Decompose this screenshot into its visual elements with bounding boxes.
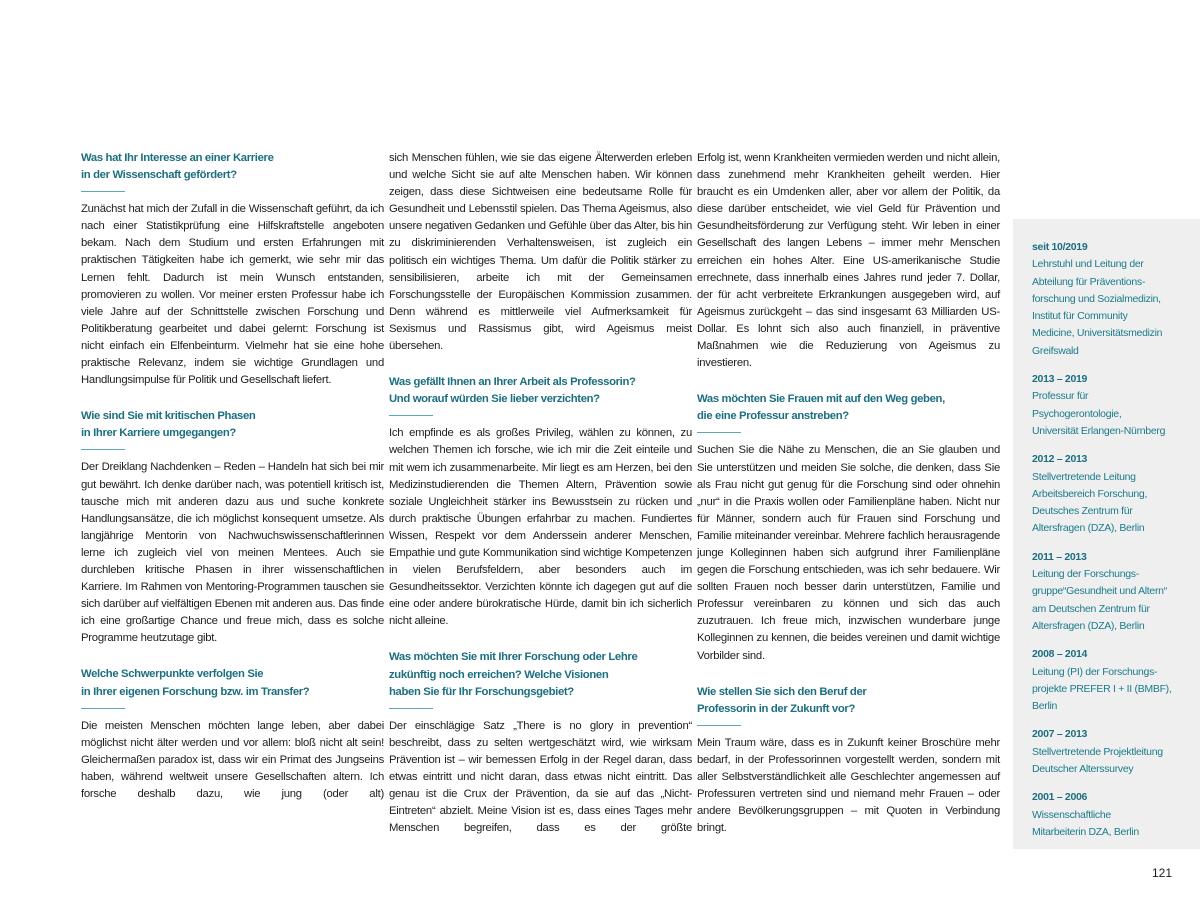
answer-text: Suchen Sie die Nähe zu Menschen, die an Sie glauben und Sie unterstützen und meiden Sie solche, die denken, dass Sie als Frau nicht gut genug für die Forschung sind oder ohnehin „nur“ in die Praxis wollen oder Familienpläne haben. Nicht nur für Männer, sondern auch für Frauen sind Forschung und Familie miteinander vereinbar. Mehrere fachlich herausragende junge Kolleginnen haben sich aufgrund ihrer Familienpläne gegen die Forschung entschieden, was ich sehr bedauere. Wir sollten Frauen noch besser darin unterstützen, Familie und Professur vereinbaren zu können und sich das auch zuzutrauen. Ich freue mich, inzwischen wunderbare junge Kolleginnen zu kennen, die beides vereinen und damit wichtige Vorbilder sind. [697,444,1000,662]
interview-section [81,408,384,647]
cv-entry [1032,726,1197,778]
cv-description: Stellvertretende Projektleitung Deutscher Alterssurvey [1032,745,1163,776]
heading-rule [81,191,125,192]
heading-rule [697,432,741,433]
answer-text-continued: sich Menschen fühlen, wie sie das eigene Älterwerden erleben und welche Sicht sie auf alte Menschen haben. Wir können zeigen, dass diese Sichtweisen eine bedeutsame Rolle für Gesundheit und Lebensstil spielen. Das Thema Ageismus, also unsere negativen Gedanken und Gefühle über das Alter, bis hin zu diskriminierenden Verhaltensweisen, ist zugleich ein politisch ein wichtiges Thema. Um dafür die Politik stärker zu sensibilisieren, arbeite ich mit der Gemeinsamen Forschungsstelle der Europäischen Kommission zusammen. Denn während es mittlerweile viel Aufmerksamkeit für Sexismus und Rassismus gibt, wird Ageismus meist übersehen. [389,152,692,353]
cv-entry [1032,371,1197,440]
cv-description: Lehrstuhl und Leitung der Abteilung für Präventions- forschung und Sozialmedizin, Institut für Community Medicine, Universitätsmedizin Greifswald [1032,258,1163,357]
heading-rule [389,708,433,709]
cv-entry [1032,789,1197,841]
cv-list [1032,239,1197,852]
heading-rule [389,415,433,416]
cv-description: Leitung (PI) der Forschungs- projekte PREFER I + II (BMBF), Berlin [1032,665,1172,713]
cv-description: Wissenschaftliche Mitarbeiterin DZA, Berlin [1032,808,1139,838]
question-heading: Wie sind Sie mit kritischen Phasen in Ihrer Karriere umgegangen? [81,410,256,440]
answer-text: Zunächst hat mich der Zufall in die Wissenschaft geführt, da ich nach einer Statistikprüfung eine Hilfskraftstelle angeboten bekam. Nach dem Studium und ersten Erfahrungen mit praktischen Tätigkeiten habe ich gemerkt, wie sehr mir das Lernen fehlt. Dadurch ist mein Wunsch entstanden, promovieren zu wollen. Vor meiner ersten Professur habe ich viele Jahre auf der Schnittstelle zwischen Forschung und Politikberatung gearbeitet und dabei gelernt: Forschung ist nicht einfach ein Elfenbeinturm. Vielmehr hat sie eine hohe praktische Relevanz, indem sie wichtige Grundlagen und Handlungsimpulse für Politik und Gesellschaft liefert. [81,203,384,387]
interview-section [697,391,1000,664]
heading-rule [81,449,125,450]
cv-description: Leitung der Forschungs- gruppe“Gesundheit und Altern“ am Deutschen Zentrum für Altersfragen (DZA), Berlin [1032,568,1167,632]
page-number: 121 [1152,866,1173,880]
question-heading: Was gefällt Ihnen an Ihrer Arbeit als Professorin? Und worauf würden Sie lieber verzichten? [389,376,636,406]
cv-period: seit 10/2019 [1032,241,1088,253]
answer-text: Der Dreiklang Nachdenken – Reden – Handeln hat sich bei mir gut bewährt. Ich denke darüber nach, was potentiell kritisch ist, tausche mich mit anderen dazu aus und suche konkrete Handlungsansätze, die ich möglichst konsequent umsetze. Als langjährige Mentorin von Nachwuchswissenschaftlerinnen lerne ich zugleich viel von meinen Mentees. Auch sie durchleben kritische Phasen in ihrer wissenschaftlichen Karriere. Im Rahmen von Mentoring-Programmen tauschen sie sich darüber auf vielfältigen Ebenen mit anderen aus. Das finde ich eine großartige Chance und freue mich, dass es solche Programme heutzutage gibt. [81,461,384,645]
text-column-3 [697,150,1000,856]
interview-section [389,649,692,837]
interview-section [697,684,1000,838]
question-heading: Was hat Ihr Interesse an einer Karriere in der Wissenschaft gefördert? [81,152,274,182]
answer-text: Die meisten Menschen möchten lange leben, aber dabei möglichst nicht älter werden und vor allem: bloß nicht alt sein! Gleichermaßen paradox ist, dass wir ein Primat des Jungseins haben, während weltweit unsere Gesellschaften altern. Ich forsche deshalb dazu, wie jung (oder alt) [81,719,384,800]
cv-description: Stellvertretende Leitung Arbeitsbereich Forschung, Deutsches Zentrum für Altersfragen (DZA), Berlin [1032,470,1148,535]
text-column-1 [81,150,384,822]
cv-entry [1032,646,1197,715]
answer-text-continued: Erfolg ist, wenn Krankheiten vermieden werden und nicht allein, dass zunehmend mehr Krankheiten geheilt werden. Hier braucht es ein Umdenken aller, aber vor allem der Politik, da diese darüber entscheidet, wie viel Geld für Prävention und Gesundheitsförderung zur Verfügung steht. Wir leben in einer Gesellschaft des langen Lebens – immer mehr Menschen erreichen ein hohes Alter. Eine US-amerikanische Studie errechnete, dass innerhalb eines Jahres rund jeder 7. Dollar, der für acht verbreitete Erkrankungen ausgegeben wird, auf Ageismus zurückgeht – das sind insgesamt 63 Milliarden US-Dollar. Es lohnt sich also auch finanziell, in präventive Maßnahmen wie die Reduzierung von Ageismus zu investieren. [697,152,1000,370]
answer-text: Mein Traum wäre, dass es in Zukunft keiner Broschüre mehr bedarf, in der Professorinnen vorgestellt werden, sondern mit aller Selbstverständlichkeit alle Geschlechter angemessen auf Professuren vertreten sind und niemand mehr Frauen – oder andere Bevölkerungsgruppen – mit Quoten in Verbindung bringt. [697,736,1000,835]
cv-period: 2013 – 2019 [1032,373,1088,386]
cv-period: 2001 – 2006 [1032,791,1088,804]
text-column-2 [389,150,692,856]
question-heading: Welche Schwerpunkte verfolgen Sie in Ihrer eigenen Forschung bzw. im Transfer? [81,668,310,698]
cv-sidebar [1013,219,1200,849]
cv-description: Professur für Psychogerontologie, Universität Erlangen-Nürnberg [1032,390,1166,437]
cv-entry [1032,549,1197,635]
cv-period: 2007 – 2013 [1032,728,1088,741]
question-heading: Was möchten Sie Frauen mit auf den Weg geben, die eine Professur anstreben? [697,393,945,423]
interview-section [81,150,384,389]
heading-rule [81,708,125,709]
interview-section [81,666,384,803]
cv-period: 2008 – 2014 [1032,648,1088,661]
answer-text: Ich empfinde es als großes Privileg, wählen zu können, zu welchen Themen ich forsche, wie ich mir die Zeit einteile und mit wem ich zusammenarbeite. Mir liegt es am Herzen, bei den Medizinstudierenden die Themen Altern, Prävention sowie soziale Ungleichheit stärker ins Bewusstsein zu rücken und durch praktische Übungen erfahrbar zu machen. Fundiertes Wissen, Respekt vor dem Anderssein anderer Menschen, Empathie und gute Kommunikation sind wichtige Kompetenzen in vielen Berufsfeldern, aber besonders auch im Gesundheitssektor. Verzichten könnte ich dagegen gut auf die eine oder andere bürokratische Hürde, damit bin ich sicherlich nicht alleine. [389,427,692,628]
answer-text: Der einschlägige Satz „There is no glory in prevention“ beschreibt, dass zu selten wertgeschätzt wird, wie wirksam Prävention ist – wir bemessen Erfolg in der Regel daran, dass etwas eintritt und nicht daran, dass etwas nicht eintritt. Das genau ist die Crux der Prävention, da sie auf das „Nicht-Eintreten“ abzielt. Meine Vision ist es, dass eines Tages mehr Menschen begreifen, dass es der größte [389,719,692,835]
cv-entry [1032,451,1197,537]
question-heading: Wie stellen Sie sich den Beruf der Professorin in der Zukunft vor? [697,685,867,715]
cv-entry [1032,239,1197,360]
heading-rule [697,725,741,726]
cv-period: 2012 – 2013 [1032,453,1088,466]
interview-section [389,374,692,630]
cv-period: 2011 – 2013 [1032,550,1087,563]
question-heading: Was möchten Sie mit Ihrer Forschung oder Lehre zukünftig noch erreichen? Welche Visionen haben Sie für Ihr Forschungsgebiet? [389,651,638,698]
